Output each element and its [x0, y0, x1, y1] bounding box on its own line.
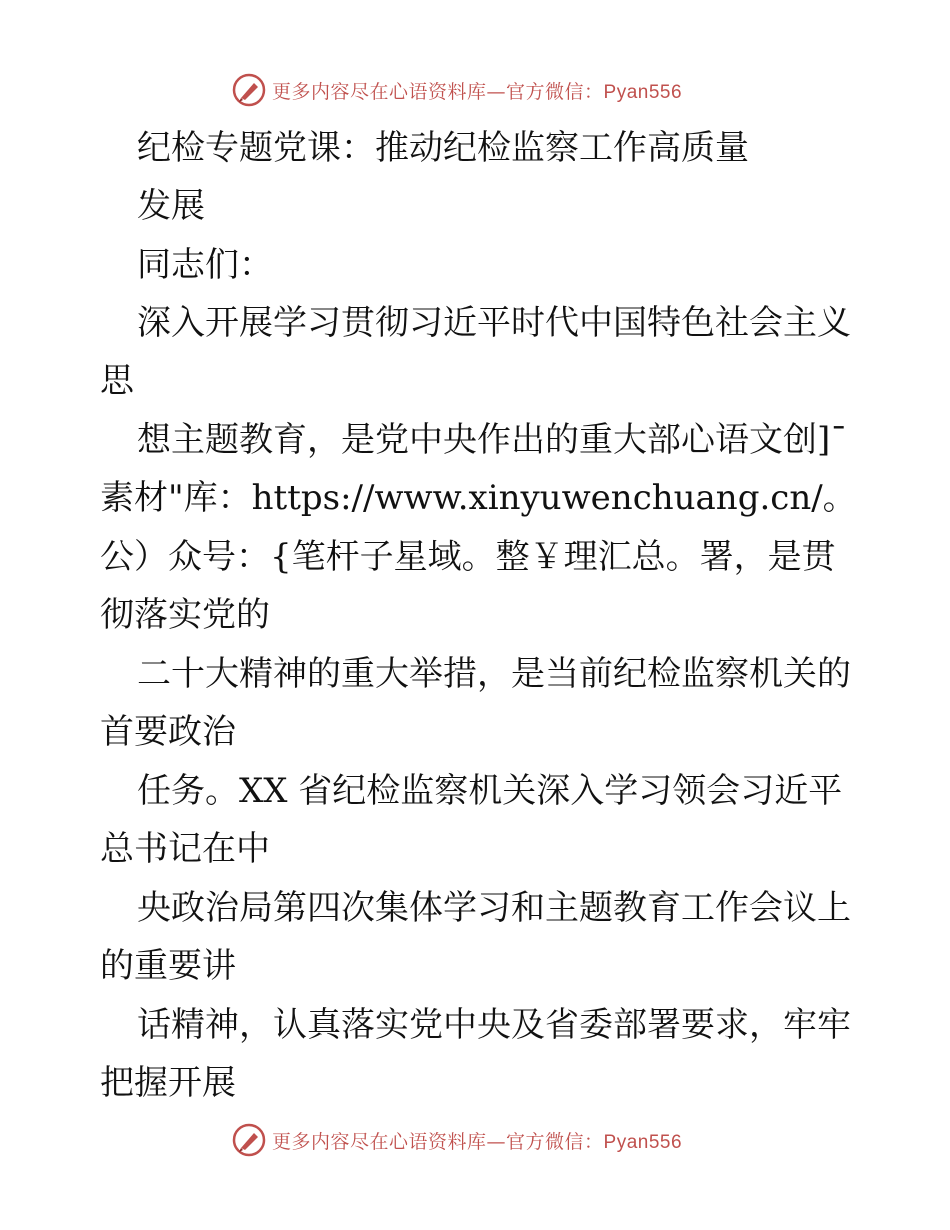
wechat-id: Pyan556	[603, 1131, 683, 1153]
text-line: 深入开展学习贯彻习近平时代中国特色社会主义	[137, 303, 851, 343]
wechat-id: Pyan556	[603, 81, 683, 103]
text-line: 彻落实党的	[100, 595, 270, 635]
banner-text: 更多内容尽在心语资料库—官方微信：Pyan556	[272, 1130, 683, 1153]
text-line: 思	[100, 361, 134, 401]
pen-logo-icon	[232, 73, 266, 107]
text-line: 首要政治	[100, 712, 236, 752]
text-line: 总书记在中	[100, 829, 270, 869]
text-line: 央政治局第四次集体学习和主题教育工作会议上	[137, 888, 851, 928]
salutation: 同志们：	[137, 245, 273, 285]
header-watermark-banner	[232, 72, 682, 108]
document-title: 纪检专题党课：推动纪检监察工作高质量	[137, 128, 749, 168]
text-line: 二十大精神的重大举措，是当前纪检监察机关的	[137, 654, 851, 694]
text-line: 想主题教育，是党中央作出的重大部心语文创]¯	[137, 420, 848, 460]
footer-watermark-banner	[232, 1122, 682, 1158]
banner-text: 更多内容尽在心语资料库—官方微信：Pyan556	[272, 80, 683, 103]
text-line: 的重要讲	[100, 946, 236, 986]
text-line: 话精神，认真落实党中央及省委部署要求，牢牢	[137, 1005, 851, 1045]
text-line: 素材"库：https://www.xinyuwenchuang.cn/。	[100, 478, 857, 518]
pen-logo-icon	[232, 1123, 266, 1157]
document-title-continued: 发展	[137, 186, 205, 226]
text-line: 任务。XX 省纪检监察机关深入学习领会习近平	[137, 771, 843, 811]
text-line: 把握开展	[100, 1063, 236, 1103]
text-line: 公）众号：{笔杆子星域。整￥理汇总。署，是贯	[100, 537, 836, 577]
